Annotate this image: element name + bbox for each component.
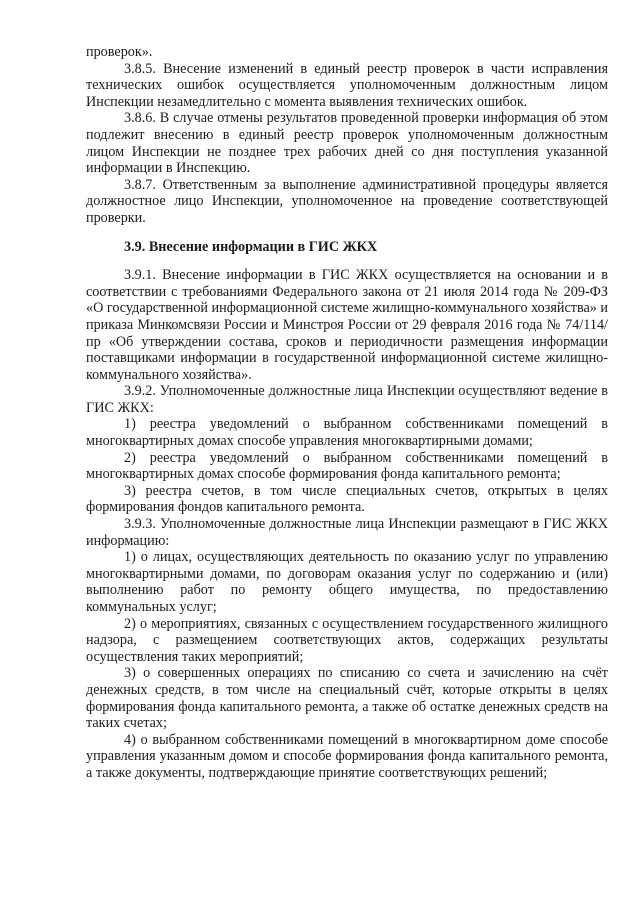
list-item: 3) о совершенных операциях по списанию со счета и зачислению на счёт денежных средств, в том числе на специальный счёт, которые открыты в целях формирования фонда капитального ремонта, а также об остатке денежных средств на таких счетах; <box>86 665 608 732</box>
list-item: 3) реестра счетов, в том числе специальных счетов, открытых в целях формирования фондов капитального ремонта. <box>86 482 608 516</box>
list-item: 2) реестра уведомлений о выбранном собственниками помещений в многоквартирных домах способе формирования фонда капитального ремонта; <box>86 449 608 483</box>
paragraph-3-8-7: 3.8.7. Ответственным за выполнение административной процедуры является должностное лицо Инспекции, уполномоченное на проведение соответствующей проверки. <box>86 176 608 226</box>
section-heading: 3.9. Внесение информации в ГИС ЖКХ <box>124 238 378 255</box>
list-item: 1) о лицах, осуществляющих деятельность по оказанию услуг по управлению многоквартирными домами, по договорам оказания услуг по содержанию и (или) выполнению работ по ремонту общего имущества, по предоставлению коммунальных услуг; <box>86 549 608 615</box>
paragraph-3-8-6: 3.8.6. В случае отмены результатов проведенной проверки информация об этом подлежит внесению в единый реестр проверок уполномоченным должностным лицом Инспекции не позднее трех рабочих дней со дня поступления указанной информации в Инспекцию. <box>86 110 608 177</box>
paragraph-3-9-1: 3.9.1. Внесение информации в ГИС ЖКХ осуществляется на основании и в соответствии с требованиями Федерального закона от 21 июля 2014 года № 209-ФЗ «О государственной информационной системе жилищно-коммунального хозяйства» и приказа Минкомсвязи России и Минстроя России от 29 февраля 2016 года № 74/114/пр «Об утверждении состава, сроков и периодичности размещения информации поставщиками информации в государственной информационной системе жилищно-коммунального хозяйства». <box>86 267 608 383</box>
list-item: 2) о мероприятиях, связанных с осуществлением государственного жилищного надзора, с размещением соответствующих актов, содержащих результаты осуществления таких мероприятий; <box>86 615 608 665</box>
list-item: 4) о выбранном собственниками помещений в многоквартирном доме способе управления указанным домом и способе формирования фонда капитального ремонта, а также документы, подтверждающие принятие соответствующих решений; <box>86 731 608 781</box>
list-item: 1) реестра уведомлений о выбранном собственниками помещений в многоквартирных домах способе управления многоквартирными домами; <box>86 416 608 450</box>
paragraph-3-9-2: 3.9.2. Уполномоченные должностные лица Инспекции осуществляют ведение в ГИС ЖКХ: <box>86 383 608 416</box>
paragraph-continuation: проверок». <box>86 44 153 60</box>
paragraph-3-8-5: 3.8.5. Внесение изменений в единый реестр проверок в части исправления технических ошибок осуществляется уполномоченным должностным лицом Инспекции незамедлительно с момента выявления технических ошибок. <box>86 60 608 110</box>
paragraph-3-9-3: 3.9.3. Уполномоченные должностные лица Инспекции размещают в ГИС ЖКХ информацию: <box>86 516 608 549</box>
